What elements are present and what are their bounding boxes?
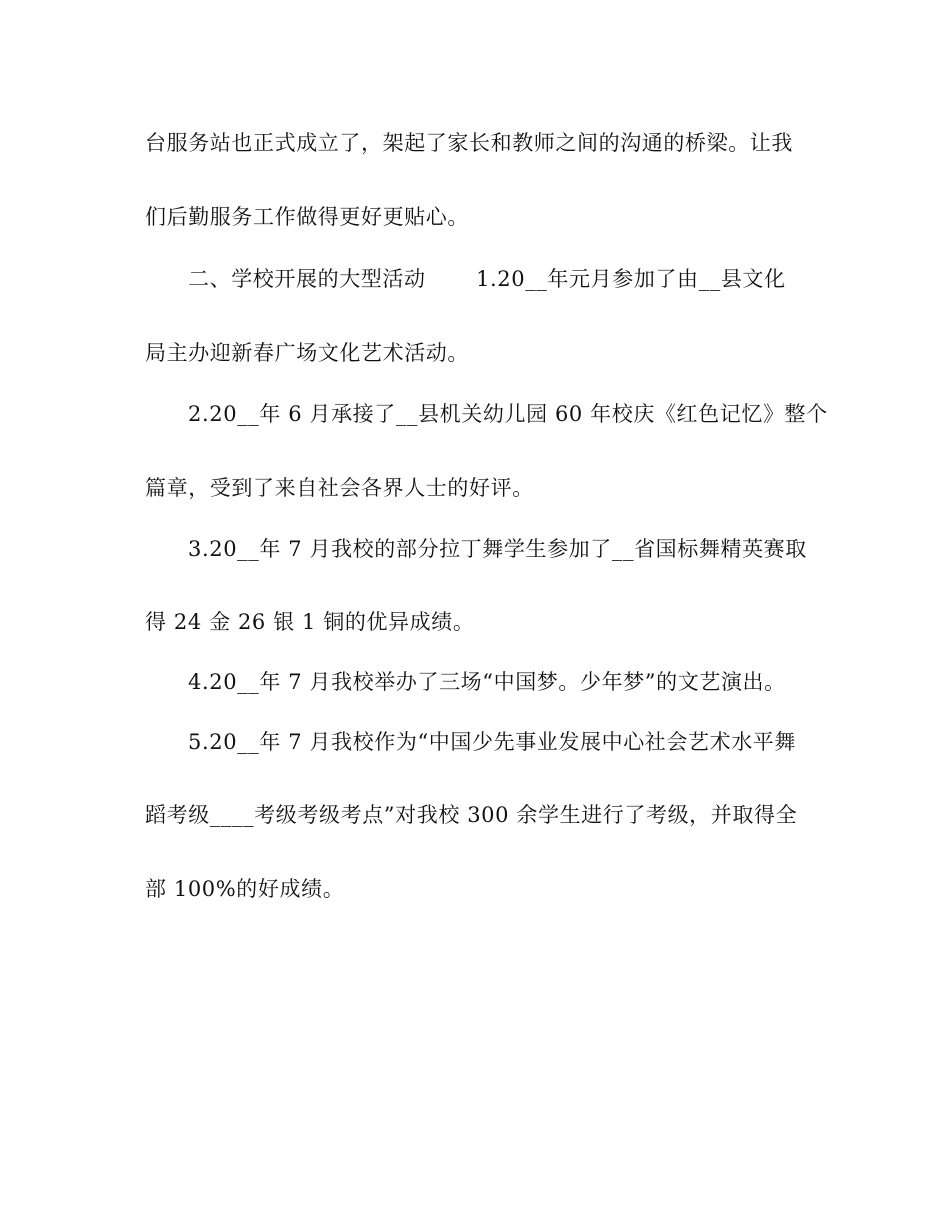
list-item-2: 2.20__年 6 月承接了__县机关幼儿园 60 年校庆《红色记忆》整个 <box>188 402 828 426</box>
text-line: 篇章，受到了来自社会各界人士的好评。 <box>145 476 534 500</box>
text-line: 局主办迎新春广场文化艺术活动。 <box>145 341 469 365</box>
list-item-3: 3.20__年 7 月我校的部分拉丁舞学生参加了__省国标舞精英赛取 <box>188 537 807 561</box>
text-line: 蹈考级____考级考级考点”对我校 300 余学生进行了考级，并取得全 <box>145 803 798 827</box>
text-line: 台服务站也正式成立了，架起了家长和教师之间的沟通的桥梁。让我 <box>145 131 793 155</box>
text-line: 们后勤服务工作做得更好更贴心。 <box>145 205 469 229</box>
text-line: 部 100%的好成绩。 <box>145 877 345 901</box>
list-item-5: 5.20__年 7 月我校作为“中国少先事业发展中心社会艺术水平舞 <box>188 730 797 754</box>
section-heading-line: 二、学校开展的大型活动 1.20__年元月参加了由__县文化 <box>188 267 786 291</box>
list-item-4: 4.20__年 7 月我校举办了三场“中国梦。少年梦”的文艺演出。 <box>188 670 786 694</box>
text-line: 得 24 金 26 银 1 铜的优异成绩。 <box>145 610 475 634</box>
